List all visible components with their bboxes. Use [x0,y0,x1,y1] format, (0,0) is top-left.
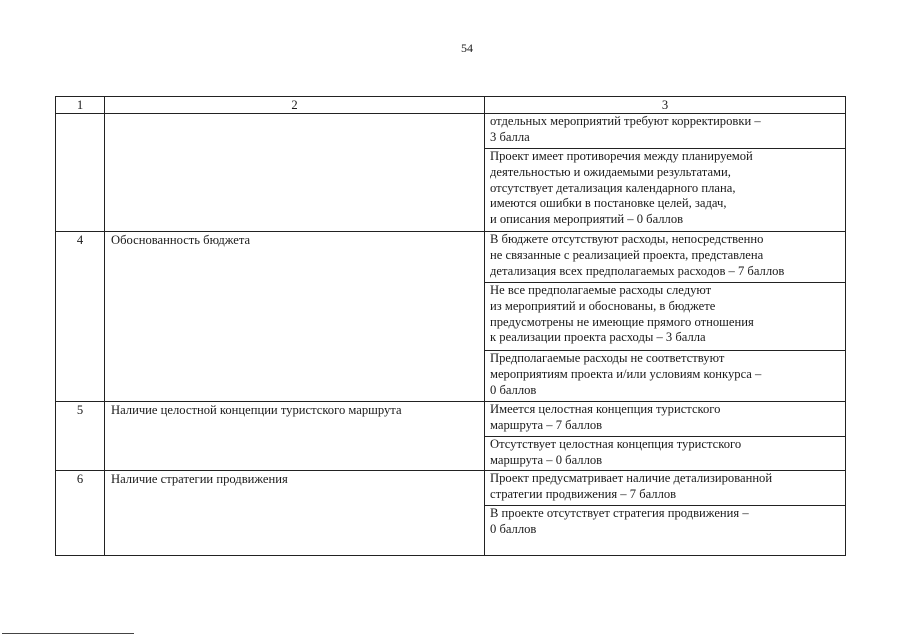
criterion-label [105,114,485,232]
row-number [56,114,105,232]
column-header-2: 2 [105,97,485,114]
score-description: Отсутствует целостная концепция туристского маршрута – 0 баллов [485,437,846,471]
row-number: 6 [56,471,105,556]
score-description: Проект предусматривает наличие детализированной стратегии продвижения – 7 баллов [485,471,846,506]
table-row [56,471,846,506]
score-description: Проект имеет противоречия между планируемой деятельностью и ожидаемыми результатами, отсутствует детализация календарного плана, имеются ошибки в постановке целей, задач, и описания мероприятий – 0 баллов [485,149,846,232]
score-description: Предполагаемые расходы не соответствуют мероприятиям проекта и/или условиям конкурса – 0 баллов [485,351,846,402]
criterion-label: Наличие целостной концепции туристского маршрута [105,402,485,471]
row-number: 5 [56,402,105,471]
score-description: отдельных мероприятий требуют корректировки – 3 балла [485,114,846,149]
table-row [56,402,846,437]
score-description: В проекте отсутствует стратегия продвижения – 0 баллов [485,506,846,556]
footnote-rule [2,633,134,634]
row-number: 4 [56,232,105,402]
criteria-table [55,96,846,556]
score-description: Не все предполагаемые расходы следуют из мероприятий и обоснованы, в бюджете предусмотрены не имеющие прямого отношения к реализации проекта расходы – 3 балла [485,283,846,351]
table-row [56,114,846,149]
score-description: В бюджете отсутствуют расходы, непосредственно не связанные с реализацией проекта, представлена детализация всех предполагаемых расходов – 7 баллов [485,232,846,283]
criterion-label: Обоснованность бюджета [105,232,485,402]
table-row [56,232,846,283]
score-description: Имеется целостная концепция туристского маршрута – 7 баллов [485,402,846,437]
table-header-row [56,97,846,114]
column-header-3: 3 [485,97,846,114]
page-number: 54 [461,41,473,55]
column-header-1: 1 [56,97,105,114]
criterion-label: Наличие стратегии продвижения [105,471,485,556]
